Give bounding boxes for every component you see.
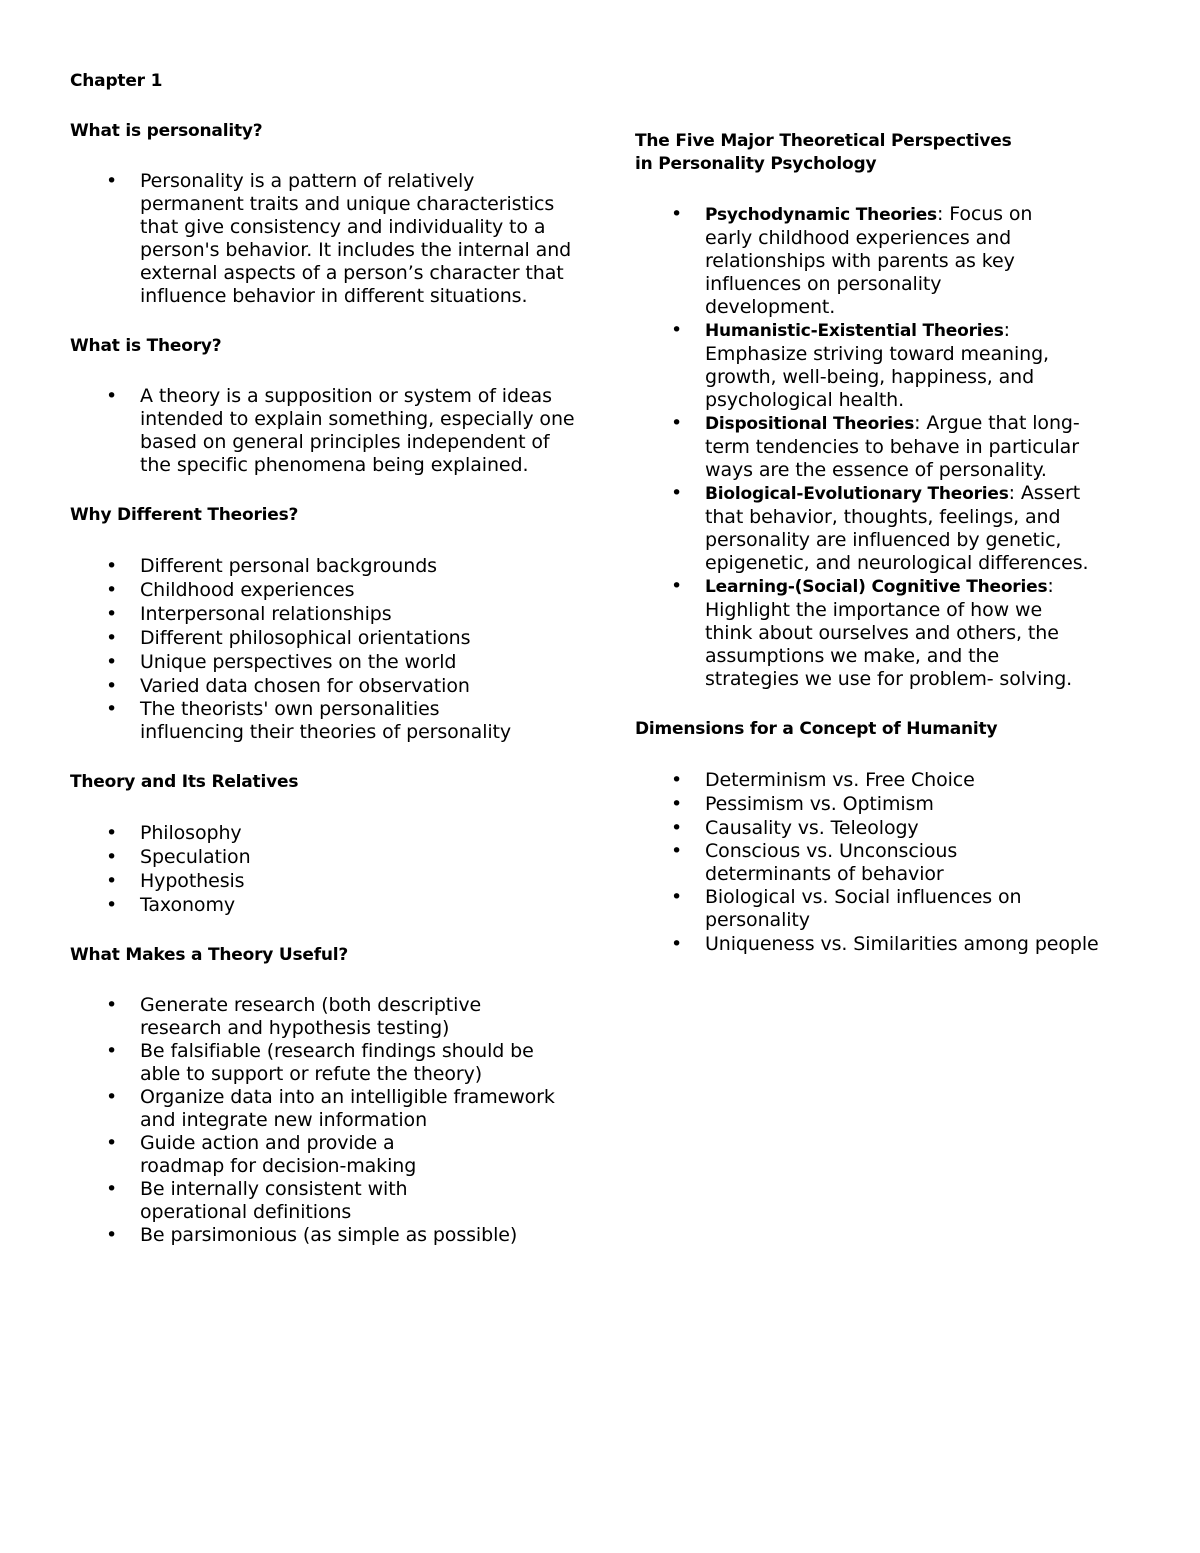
- list-item: • Be parsimonious (as simple as possible): [106, 1224, 518, 1246]
- bullet-icon: •: [671, 769, 683, 791]
- list-item: • Guide action and provide a roadmap for decision-making: [106, 1132, 417, 1177]
- useful-list: [70, 994, 570, 1247]
- bullet-icon: •: [106, 994, 118, 1016]
- list-item: • Organize data into an intelligible framework and integrate new information: [106, 1086, 555, 1131]
- section-heading-useful-theory: What Makes a Theory Useful?: [70, 945, 349, 965]
- bullet-icon: •: [106, 385, 118, 407]
- bullet-icon: •: [106, 1040, 118, 1062]
- list-item: • Hypothesis: [106, 870, 245, 892]
- chapter-title: Chapter 1: [70, 71, 163, 91]
- section-heading-what-is-theory: What is Theory?: [70, 336, 222, 356]
- list-item: • Causality vs. Teleology: [671, 817, 919, 839]
- bullet-icon: •: [106, 1132, 118, 1154]
- relatives-list: [70, 821, 570, 917]
- list-item: • Biological-Evolutionary Theories: Assert that behavior, thoughts, feelings, and personality are influenced by genetic, epigenetic, and neurological differences.: [671, 482, 1089, 574]
- list-item: • Learning-(Social) Cognitive Theories: Highlight the importance of how we think about ourselves and others, the assumptions we make, and the strategies we use for problem- solving.: [671, 575, 1073, 690]
- bullet-icon: •: [671, 886, 683, 908]
- list-item: • Taxonomy: [106, 894, 236, 916]
- list-item: • Psychodynamic Theories: Focus on early childhood experiences and relationships with parents as key influences on personality development.: [671, 203, 1033, 318]
- bullet-icon: •: [106, 170, 118, 192]
- dimensions-list: [635, 768, 1135, 956]
- list-item: • Humanistic-Existential Theories: Emphasize striving toward meaning, growth, well-being, happiness, and psychological health.: [671, 319, 1049, 411]
- section-heading-what-is-personality: What is personality?: [70, 121, 263, 141]
- why-theories-list: [70, 554, 570, 744]
- list-item: • Conscious vs. Unconscious determinants of behavior: [671, 840, 958, 885]
- section-heading-five-perspectives: The Five Major Theoretical Perspectives in Personality Psychology: [635, 131, 1012, 174]
- list-item: • Pessimism vs. Optimism: [671, 793, 934, 815]
- section-heading-theory-relatives: Theory and Its Relatives: [70, 772, 299, 792]
- personality-list: [70, 170, 570, 308]
- list-item: • The theorists' own personalities influencing their theories of personality: [106, 698, 512, 743]
- bullet-icon: •: [671, 840, 683, 862]
- bullet-icon: •: [106, 1224, 118, 1246]
- bullet-icon: •: [106, 822, 118, 844]
- bullet-icon: •: [106, 675, 118, 697]
- list-item: • Be internally consistent with operational definitions: [106, 1178, 408, 1223]
- right-column: [635, 130, 1135, 956]
- list-item: • A theory is a supposition or system of ideas intended to explain something, especially one based on general principles independent of the specific phenomena being explained.: [106, 385, 575, 476]
- bullet-icon: •: [106, 603, 118, 625]
- list-item: • Speculation: [106, 846, 251, 868]
- bullet-icon: •: [106, 1086, 118, 1108]
- bullet-icon: •: [106, 579, 118, 601]
- bullet-icon: •: [106, 555, 118, 577]
- bullet-icon: •: [106, 870, 118, 892]
- bullet-icon: •: [671, 575, 683, 597]
- bullet-icon: •: [106, 1178, 118, 1200]
- list-item: • Dispositional Theories: Argue that long-term tendencies to behave in particular ways are the essence of personality.: [671, 412, 1080, 481]
- bullet-icon: •: [671, 319, 683, 341]
- bullet-icon: •: [106, 651, 118, 673]
- bullet-icon: •: [106, 894, 118, 916]
- bullet-icon: •: [671, 482, 683, 504]
- list-item: • Varied data chosen for observation: [106, 675, 470, 697]
- bullet-icon: •: [671, 817, 683, 839]
- bullet-icon: •: [671, 412, 683, 434]
- section-heading-dimensions: Dimensions for a Concept of Humanity: [635, 719, 998, 739]
- bullet-icon: •: [671, 203, 683, 225]
- list-item: • Unique perspectives on the world: [106, 651, 457, 673]
- list-item: • Childhood experiences: [106, 579, 355, 601]
- left-column: [70, 70, 575, 1247]
- bullet-icon: •: [106, 846, 118, 868]
- section-heading-why-different-theories: Why Different Theories?: [70, 505, 299, 525]
- theory-list: [70, 385, 575, 477]
- list-item: • Biological vs. Social influences on personality: [671, 886, 1022, 931]
- list-item: • Philosophy: [106, 822, 242, 844]
- bullet-icon: •: [671, 793, 683, 815]
- list-item: • Uniqueness vs. Similarities among people: [671, 933, 1099, 955]
- list-item: • Determinism vs. Free Choice: [671, 769, 975, 791]
- bullet-icon: •: [671, 933, 683, 955]
- list-item: • Different philosophical orientations: [106, 627, 471, 649]
- list-item: • Be falsifiable (research findings should be able to support or refute the theory): [106, 1040, 534, 1085]
- list-item: • Different personal backgrounds: [106, 555, 437, 577]
- perspectives-list: [635, 203, 1135, 691]
- bullet-icon: •: [106, 627, 118, 649]
- bullet-icon: •: [106, 698, 118, 720]
- list-item: • Personality is a pattern of relatively permanent traits and unique characteristics that give consistency and individuality to a person's behavior. It includes the internal and external aspects of a person’s character that influence behavior in different situations.: [106, 170, 572, 307]
- list-item: • Interpersonal relationships: [106, 603, 392, 625]
- list-item: • Generate research (both descriptive research and hypothesis testing): [106, 994, 482, 1039]
